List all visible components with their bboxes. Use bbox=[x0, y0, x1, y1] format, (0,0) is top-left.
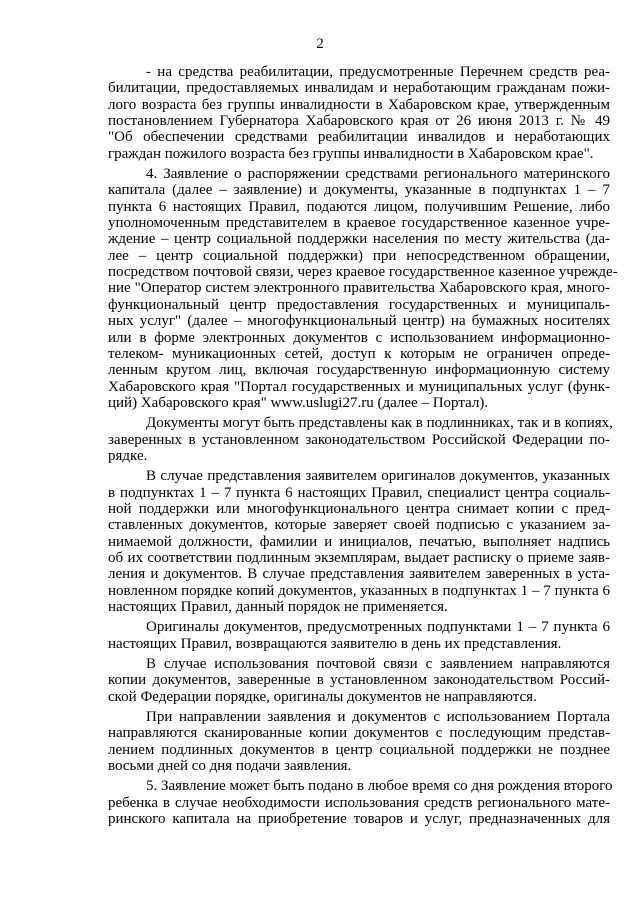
paragraph bbox=[108, 468, 610, 615]
text-line: Хабаровского края "Портал государственных и муниципальных услуг (функ- bbox=[108, 378, 610, 395]
text-line: ской Федерации порядке, оригиналы документов не направляются. bbox=[108, 688, 537, 705]
text-line: В случае использования почтовой связи с заявлением направляются bbox=[146, 656, 610, 673]
text-line: ребенка в случае необходимости использования средств регионального мате- bbox=[108, 794, 610, 811]
paragraph bbox=[108, 656, 610, 705]
text-line: ной поддержки или многофункционального центра снимает копии с пред- bbox=[108, 500, 610, 517]
text-line: лого возраста без группы инвалидности в Хабаровском крае, утвержденным bbox=[108, 96, 610, 113]
text-line: - на средства реабилитации, предусмотренные Перечнем средств реа- bbox=[146, 64, 610, 80]
paragraph bbox=[108, 415, 613, 464]
text-line: копии документов, заверенные в установленном законодательством Россий- bbox=[108, 672, 610, 689]
text-line: направляются сканированные копии документов с последующим представ- bbox=[108, 725, 610, 742]
text-line: ций) Хабаровского края" www.uslugi27.ru (далее – Портал). bbox=[108, 394, 489, 411]
paragraph bbox=[108, 166, 618, 411]
text-line: лением подлинных документов в центр социальной поддержки не позднее bbox=[108, 741, 610, 758]
text-line: Документы могут быть представлены как в подлинниках, так и в копиях, bbox=[146, 415, 613, 432]
paragraph bbox=[108, 778, 613, 828]
text-line: ления и документов. В случае представления заявителем заверенных в уста- bbox=[108, 566, 610, 583]
text-line: ние "Оператор систем электронного правительства Хабаровского края, много- bbox=[108, 280, 610, 297]
text-line: Оригиналы документов, предусмотренных подпунктами 1 – 7 пункта 6 bbox=[146, 619, 610, 636]
text-line: постановлением Губернатора Хабаровского края от 26 июня 2013 г. № 49 bbox=[108, 113, 610, 130]
text-line: нимаемой должности, фамилии и инициалов, печатью, выполняет надпись bbox=[108, 533, 610, 550]
text-line: лее – центр социальной поддержки) при непосредственном обращении, bbox=[108, 247, 610, 264]
paragraph bbox=[108, 619, 610, 652]
text-line: рядке. bbox=[108, 447, 148, 464]
text-line: ных услуг" (далее – многофункциональный центр) на бумажных носителях bbox=[108, 313, 610, 330]
text-line: телеком- муникационных сетей, доступ к которым не ограничен опреде- bbox=[108, 345, 610, 362]
document-body bbox=[108, 64, 618, 828]
text-line: ринского капитала на приобретение товаров и услуг, предназначенных для bbox=[108, 811, 610, 828]
text-line: настоящих Правил, данный порядок не применяется. bbox=[108, 599, 448, 615]
text-line: ждение – центр социальной поддержки населения по месту жительства (да- bbox=[108, 231, 610, 248]
text-line: уполномоченным представителем в краевое государственное казенное учре- bbox=[108, 215, 610, 232]
paragraph bbox=[108, 64, 610, 162]
text-line: новленном порядке копий документов, указанных в подпунктах 1 – 7 пункта 6 bbox=[108, 582, 610, 599]
paragraph bbox=[108, 709, 610, 774]
text-line: При направлении заявления и документов с использованием Портала bbox=[146, 709, 610, 726]
text-line: 4. Заявление о распоряжении средствами регионального материнского bbox=[146, 166, 610, 183]
text-line: ленным кругом лиц, включая государственную информационную систему bbox=[108, 362, 610, 379]
text-line: функциональный центр предоставления государственных и муниципаль- bbox=[108, 296, 610, 313]
text-line: об их соответствии подлинным экземплярам, выдает расписку о приеме заяв- bbox=[108, 549, 610, 566]
text-line: посредством почтовой связи, через краевое государственное казенное учрежде- bbox=[108, 264, 618, 281]
text-line: настоящих Правил, возвращаются заявителю в день их представления. bbox=[108, 635, 562, 652]
text-line: восьми дней со дня подачи заявления. bbox=[108, 758, 352, 775]
text-line: билитации, предоставляемых инвалидам и неработающим гражданам пожи- bbox=[108, 80, 610, 97]
page-number: 2 bbox=[316, 36, 324, 52]
text-line: ставленных документов, которые заверяет своей подписью с указанием за- bbox=[108, 517, 610, 534]
text-line: в подпунктах 1 – 7 пункта 6 настоящих Правил, специалист центра социаль- bbox=[108, 484, 610, 501]
text-line: "Об обеспечении средствами реабилитации инвалидов и неработающих bbox=[108, 129, 610, 146]
text-line: 5. Заявление может быть подано в любое время со дня рождения второго bbox=[146, 778, 613, 795]
text-line: капитала (далее – заявление) и документы, указанные в подпунктах 1 – 7 bbox=[108, 182, 610, 199]
text-line: заверенных в установленном законодательством Российской Федерации по- bbox=[108, 431, 610, 448]
text-line: В случае представления заявителем оригиналов документов, указанных bbox=[146, 468, 610, 485]
text-line: пункта 6 настоящих Правил, подаются лицом, получившим Решение, либо bbox=[108, 198, 610, 215]
text-line: или в форме электронных документов с использованием информационно- bbox=[108, 329, 610, 346]
text-line: граждан пожилого возраста без группы инвалидности в Хабаровском крае". bbox=[108, 145, 594, 162]
